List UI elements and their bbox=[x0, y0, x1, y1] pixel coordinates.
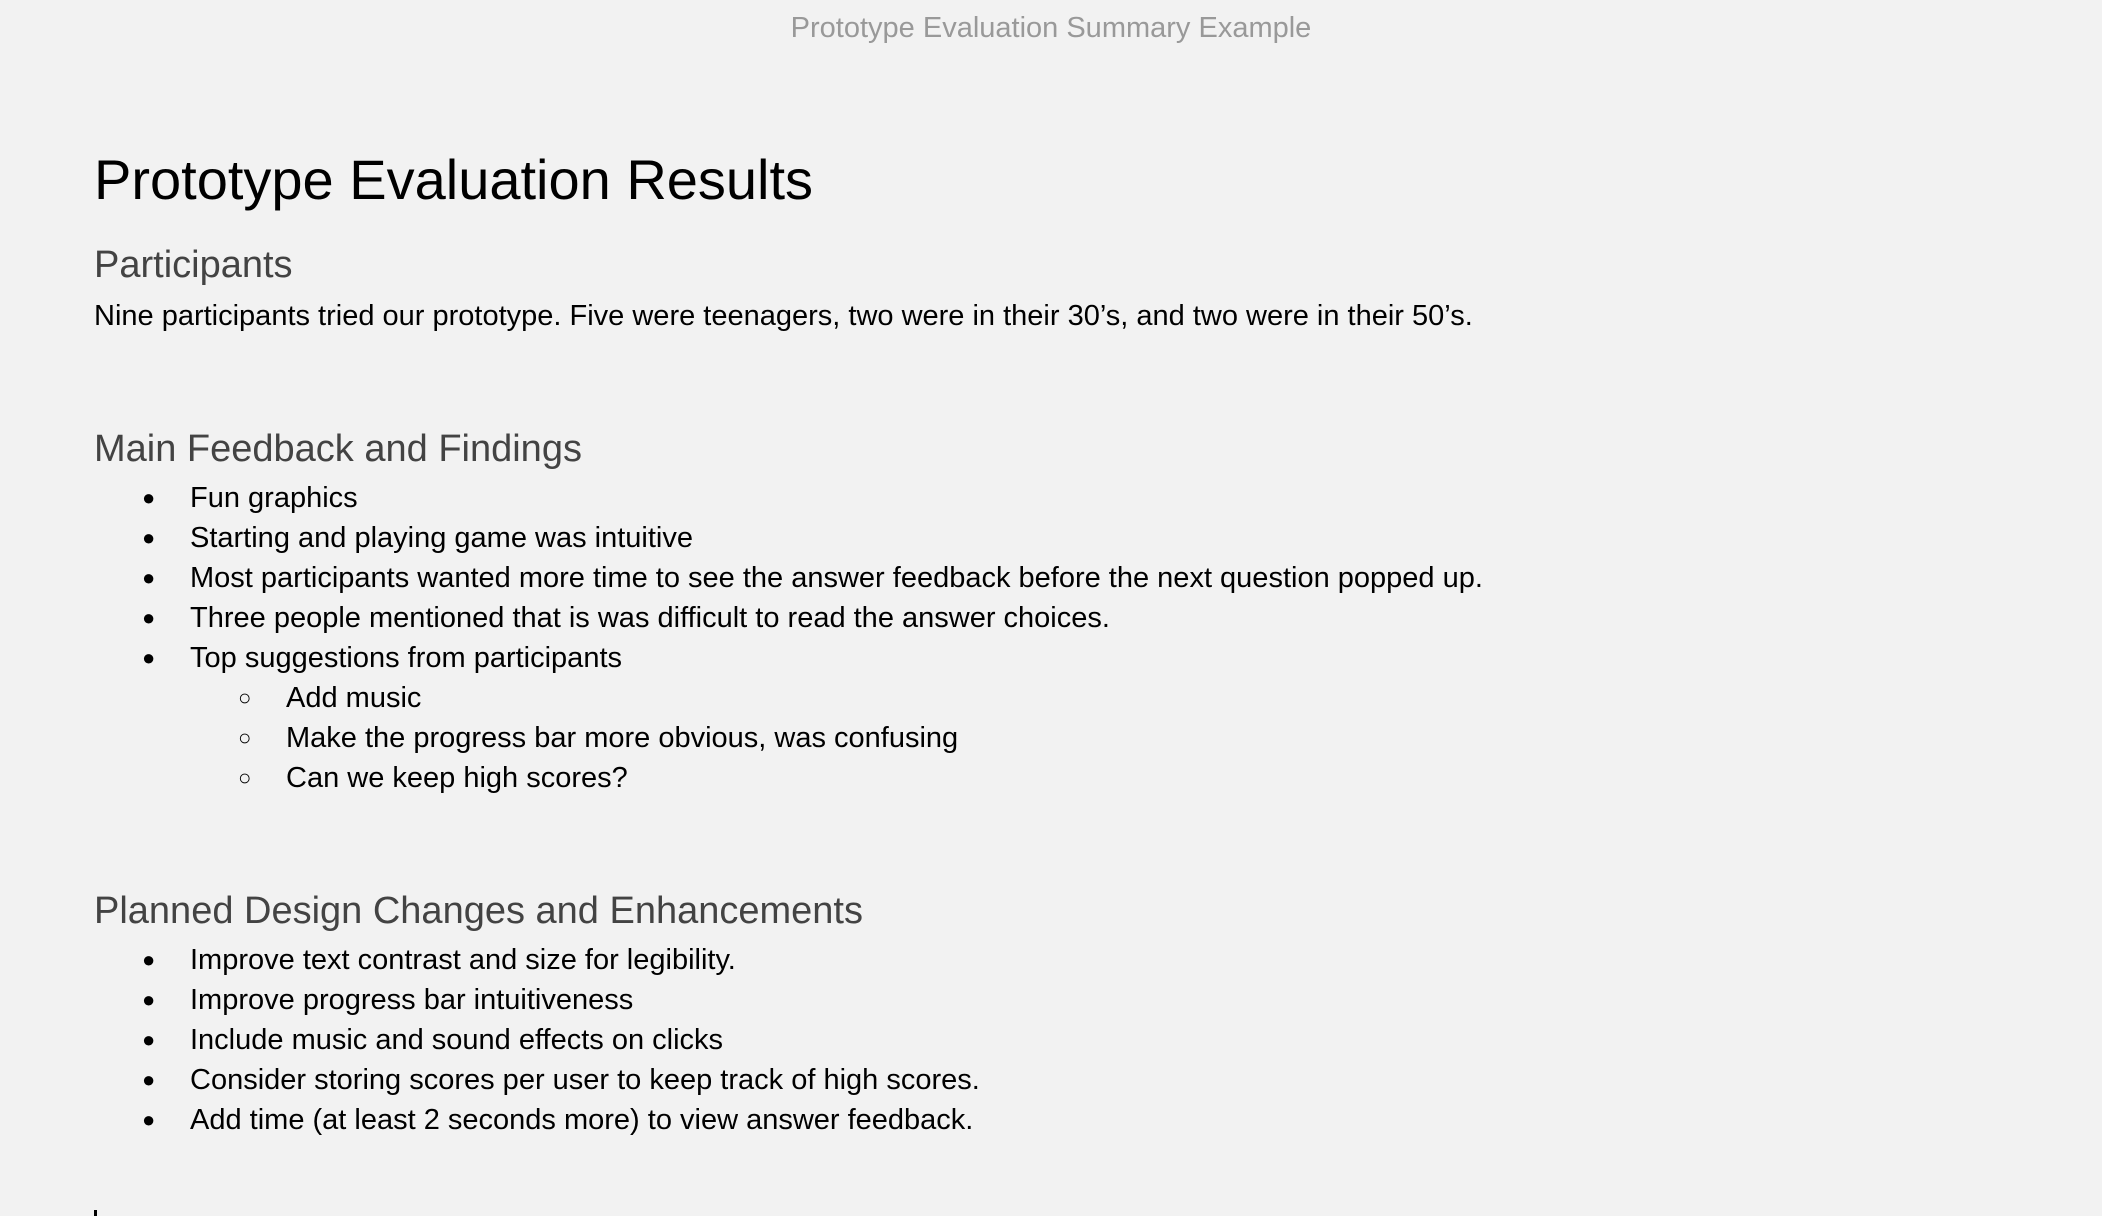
list-item-text: Include music and sound effects on clicks bbox=[190, 1024, 724, 1056]
list-item bbox=[94, 518, 1994, 558]
bullet-icon: ● bbox=[142, 485, 156, 510]
list-item-text: Top suggestions from participants bbox=[190, 642, 622, 674]
bullet-icon: ● bbox=[142, 645, 156, 670]
bullet-icon: ● bbox=[142, 605, 156, 630]
feedback-list bbox=[94, 478, 1994, 678]
document-body[interactable] bbox=[94, 140, 1994, 1140]
participants-paragraph: Nine participants tried our prototype. Five were teenagers, two were in their 30’s, and two were in their 50’s. bbox=[94, 300, 1473, 332]
list-item bbox=[94, 638, 1994, 678]
list-item-text: Add time (at least 2 seconds more) to view answer feedback. bbox=[190, 1104, 974, 1136]
list-item bbox=[94, 940, 1994, 980]
list-item bbox=[94, 478, 1994, 518]
bullet-icon: ● bbox=[142, 1027, 156, 1052]
list-item-text: Improve progress bar intuitiveness bbox=[190, 984, 634, 1016]
bullet-icon: ● bbox=[142, 1067, 156, 1092]
sub-list-item bbox=[94, 678, 1994, 718]
list-item-text: Improve text contrast and size for legibility. bbox=[190, 944, 736, 976]
list-item bbox=[94, 980, 1994, 1020]
feedback-heading: Main Feedback and Findings bbox=[94, 428, 582, 470]
circle-bullet-icon: ○ bbox=[238, 685, 252, 710]
sub-list-item-text: Add music bbox=[286, 682, 422, 714]
list-item-text: Three people mentioned that is was difficult to read the answer choices. bbox=[190, 602, 1110, 634]
sub-list-item-text: Make the progress bar more obvious, was confusing bbox=[286, 722, 959, 754]
list-item bbox=[94, 1100, 1994, 1140]
document-title: Prototype Evaluation Results bbox=[94, 148, 814, 211]
document-header: Prototype Evaluation Summary Example bbox=[790, 12, 1312, 44]
changes-list bbox=[94, 940, 1994, 1140]
circle-bullet-icon: ○ bbox=[238, 725, 252, 750]
list-item bbox=[94, 1060, 1994, 1100]
participants-heading: Participants bbox=[94, 244, 293, 286]
sub-list-item-text: Can we keep high scores? bbox=[286, 762, 628, 794]
bullet-icon: ● bbox=[142, 987, 156, 1012]
list-item bbox=[94, 1020, 1994, 1060]
list-item bbox=[94, 558, 1994, 598]
list-item-text: Fun graphics bbox=[190, 482, 358, 514]
text-cursor bbox=[94, 1210, 97, 1216]
list-item bbox=[94, 598, 1994, 638]
circle-bullet-icon: ○ bbox=[238, 765, 252, 790]
bullet-icon: ● bbox=[142, 525, 156, 550]
list-item-text: Starting and playing game was intuitive bbox=[190, 522, 693, 554]
changes-heading: Planned Design Changes and Enhancements bbox=[94, 890, 863, 932]
sub-list-item bbox=[94, 718, 1994, 758]
bullet-icon: ● bbox=[142, 565, 156, 590]
suggestions-sublist bbox=[94, 678, 1994, 798]
list-item-text: Consider storing scores per user to keep track of high scores. bbox=[190, 1064, 980, 1096]
bullet-icon: ● bbox=[142, 947, 156, 972]
sub-list-item bbox=[94, 758, 1994, 798]
list-item-text: Most participants wanted more time to see the answer feedback before the next question popped up. bbox=[190, 562, 1483, 594]
bullet-icon: ● bbox=[142, 1107, 156, 1132]
